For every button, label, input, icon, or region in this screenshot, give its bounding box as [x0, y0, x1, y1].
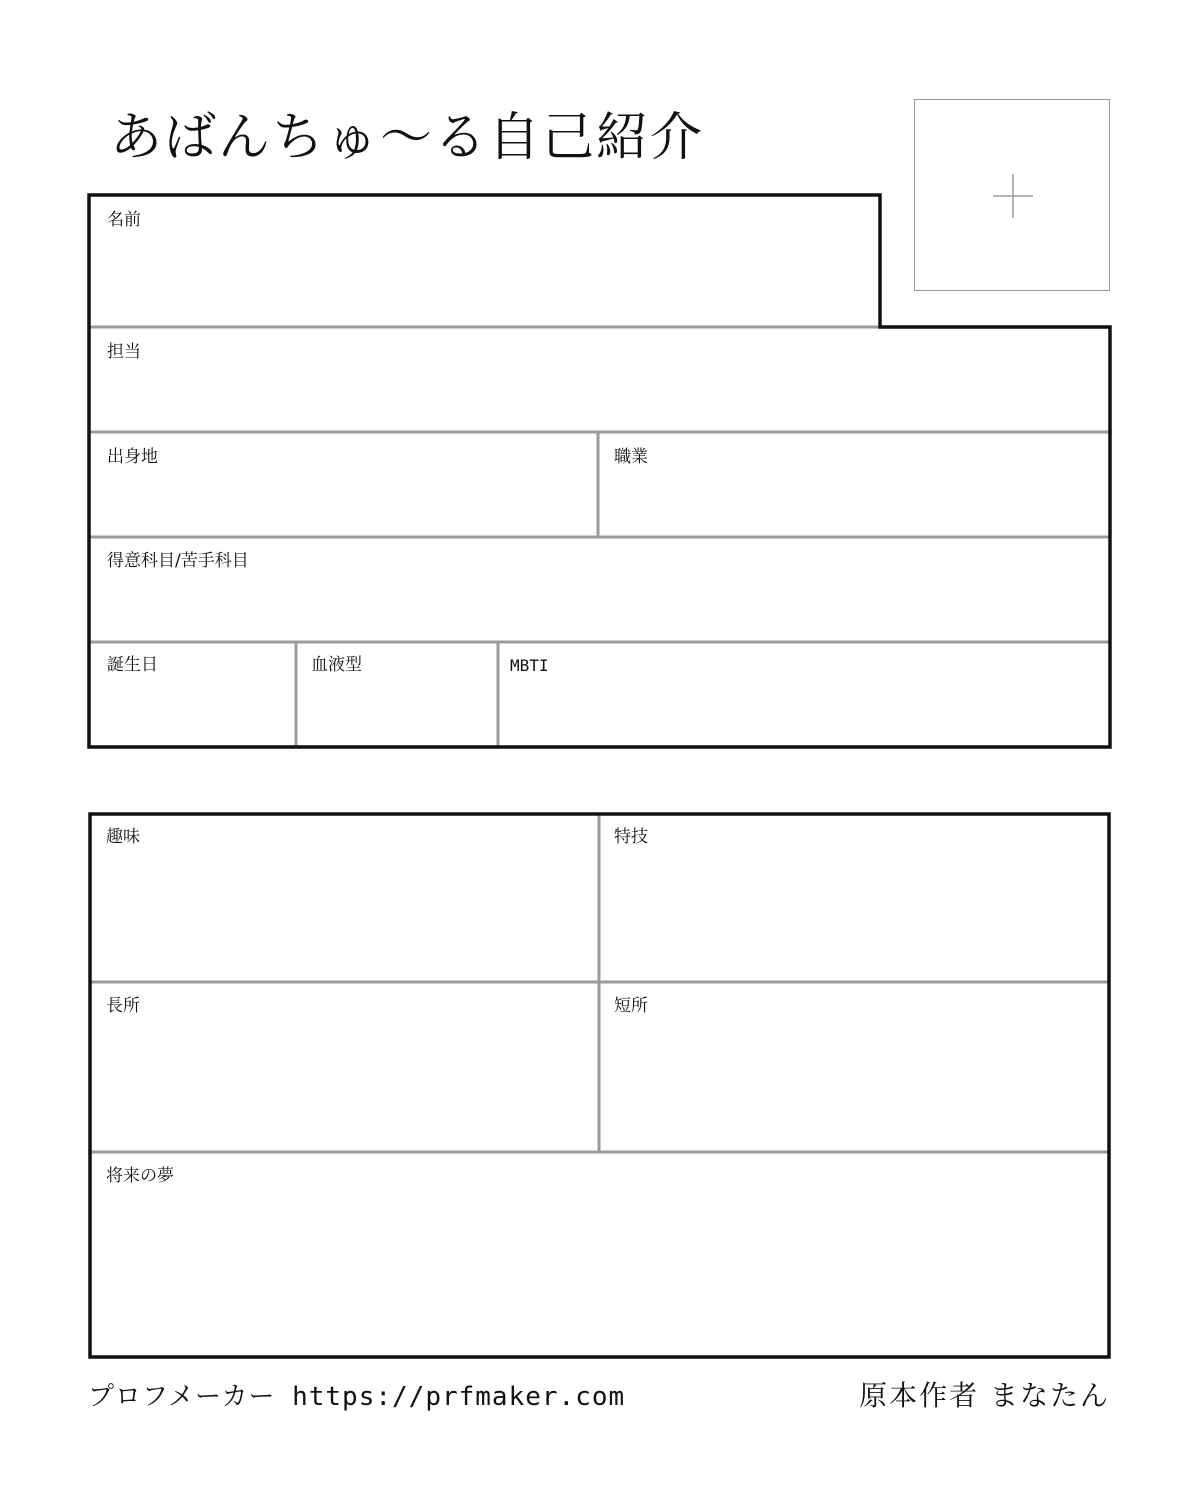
- mbti-label: MBTI: [510, 656, 549, 675]
- subjects-label: 得意科目/苦手科目: [107, 551, 249, 571]
- name-label: 名前: [107, 210, 141, 230]
- hobby-field[interactable]: [92, 816, 597, 980]
- dream-label: 将来の夢: [106, 1166, 174, 1186]
- footer-author: 原本作者 まなたん: [859, 1379, 1110, 1412]
- tanto-field[interactable]: [91, 329, 1108, 430]
- skill-field[interactable]: [601, 816, 1107, 980]
- job-field[interactable]: [600, 434, 1108, 535]
- weakness-field[interactable]: [601, 984, 1107, 1150]
- job-label: 職業: [614, 447, 648, 467]
- blood-type-label: 血液型: [311, 655, 362, 675]
- birthplace-field[interactable]: [91, 434, 596, 535]
- page-title: あばんちゅ～る自己紹介: [110, 108, 705, 168]
- footer-credit: プロフメーカー https://prfmaker.com: [88, 1382, 626, 1412]
- weakness-label: 短所: [614, 996, 648, 1016]
- name-field[interactable]: [91, 197, 878, 325]
- birthday-label: 誕生日: [107, 655, 158, 675]
- skill-label: 特技: [614, 827, 648, 847]
- birthplace-label: 出身地: [107, 447, 158, 467]
- strength-field[interactable]: [92, 984, 597, 1150]
- dream-field[interactable]: [92, 1154, 1107, 1355]
- hobby-label: 趣味: [106, 827, 140, 847]
- mbti-field[interactable]: [500, 644, 1108, 745]
- strength-label: 長所: [106, 996, 140, 1016]
- tanto-label: 担当: [107, 342, 141, 362]
